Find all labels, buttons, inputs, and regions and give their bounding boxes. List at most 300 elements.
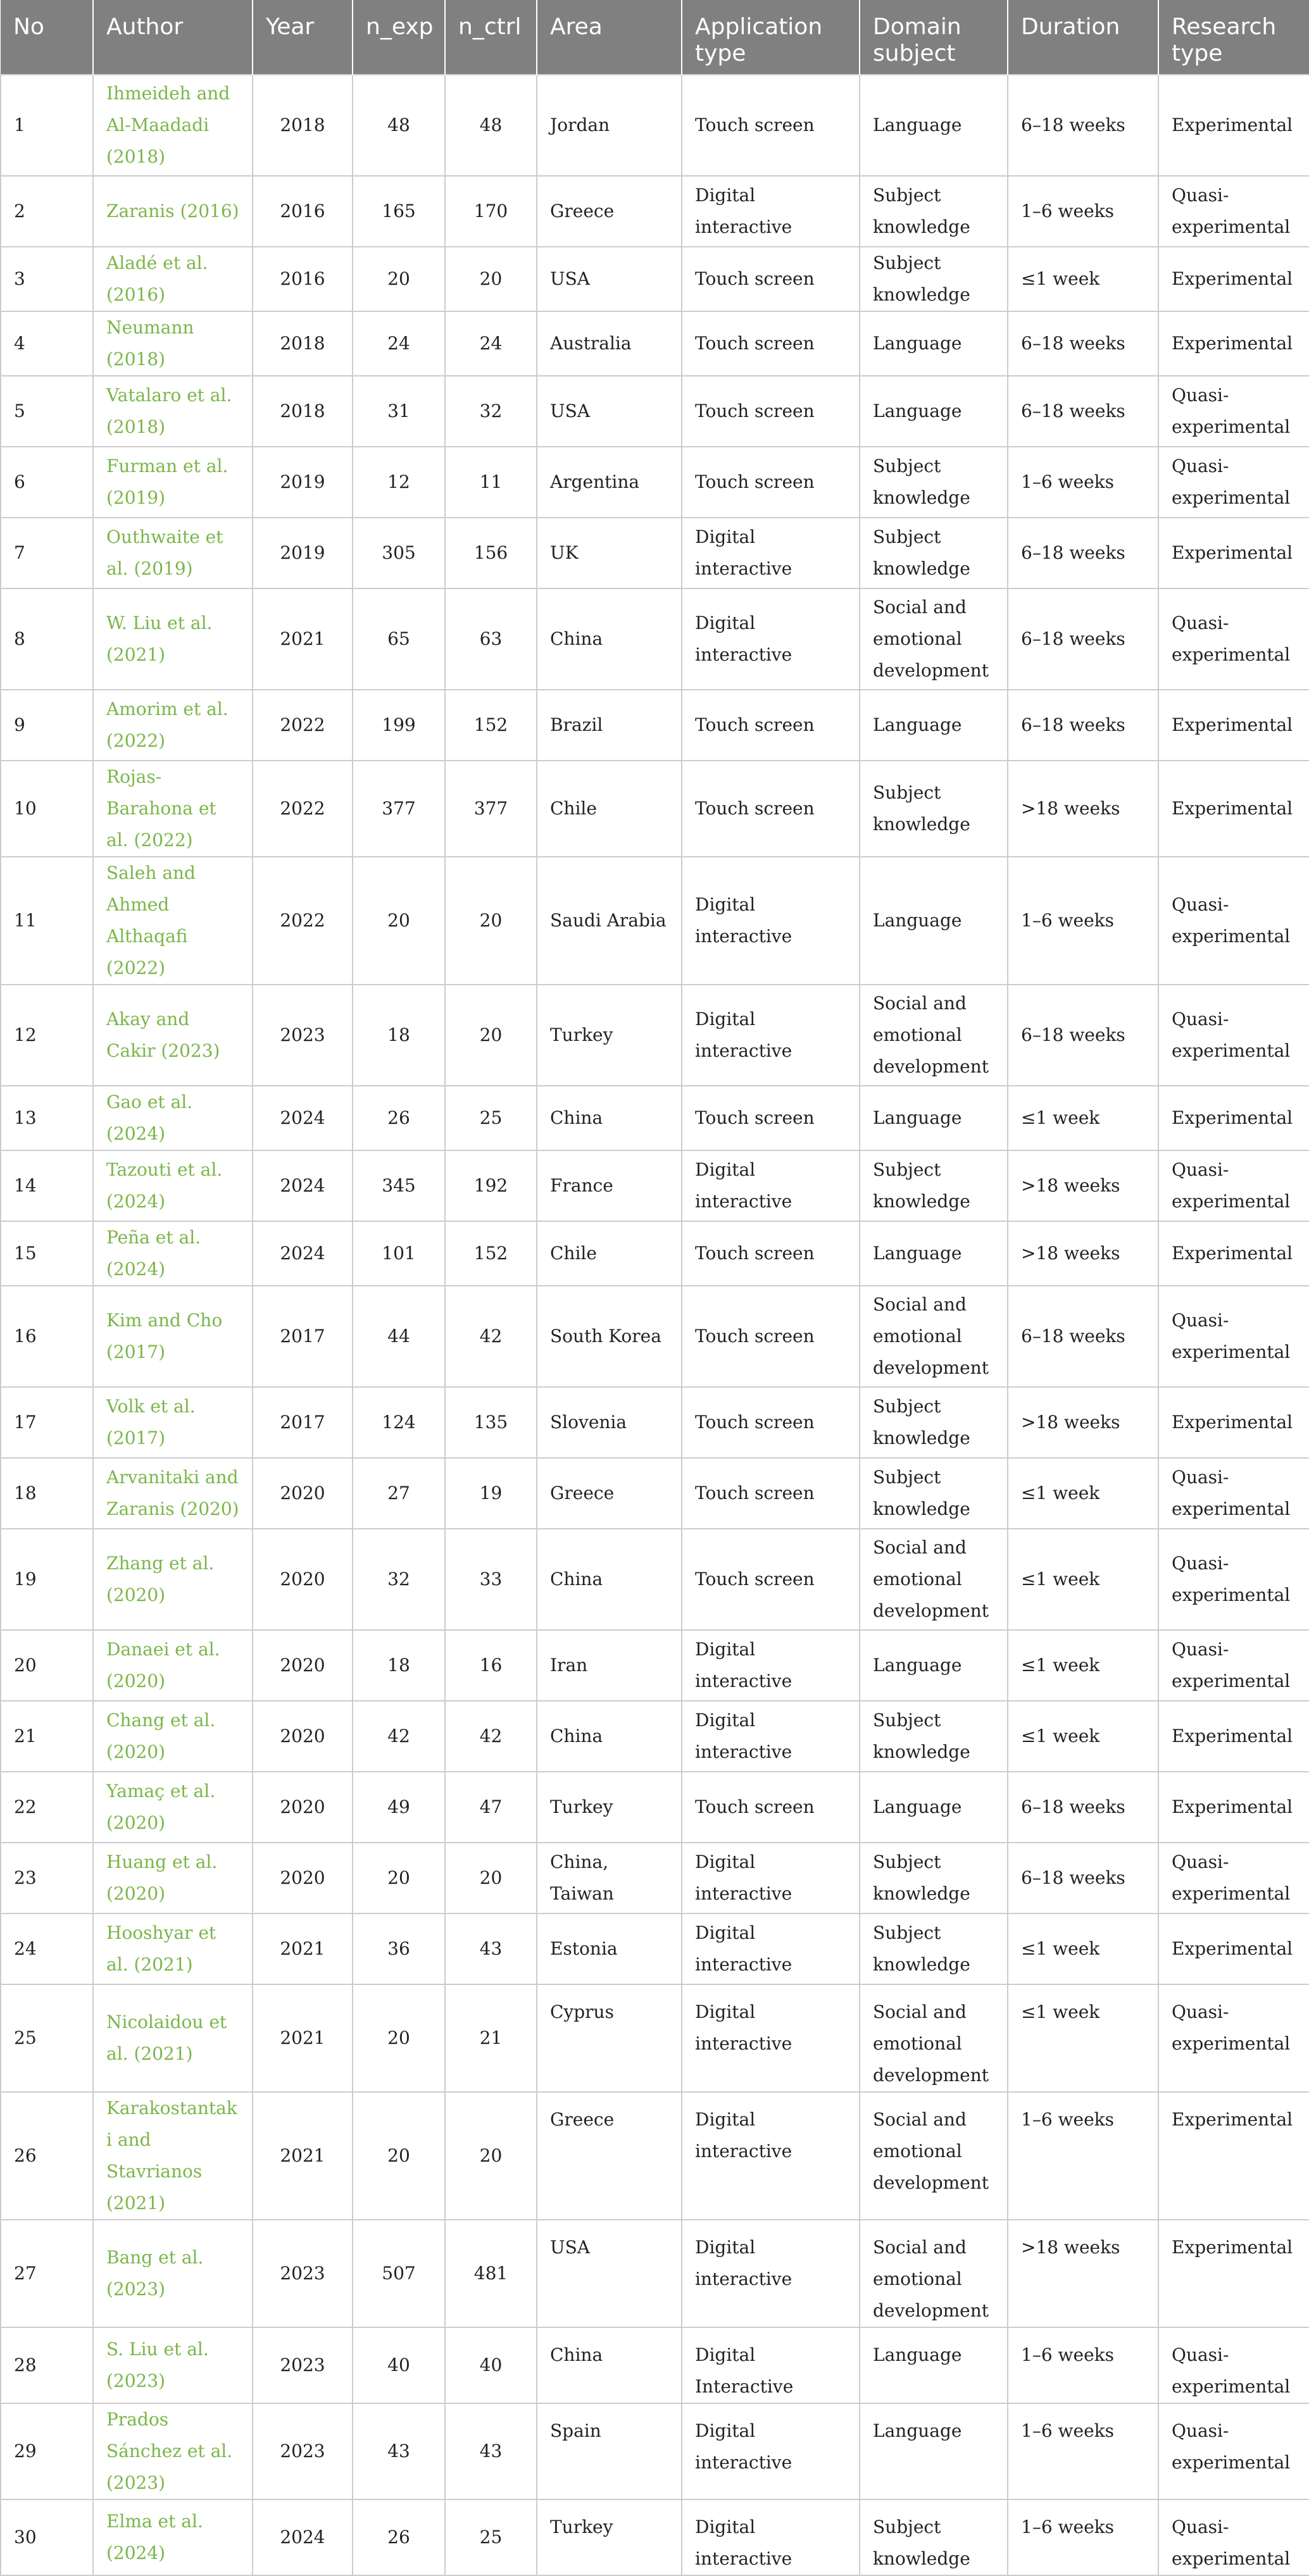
- cell-no: 19: [1, 1529, 93, 1630]
- cell-n-exp: 26: [353, 1086, 445, 1150]
- cell-year: 2016: [253, 176, 353, 247]
- cell-research-type: Experimental: [1158, 1913, 1309, 1984]
- cell-application-type: Digital interactive: [682, 2403, 860, 2499]
- cell-no: 20: [1, 1630, 93, 1701]
- cell-author: Vatalaro et al. (2018): [93, 376, 253, 447]
- cell-research-type: Quasi-experimental: [1158, 985, 1309, 1086]
- table-row: [1, 176, 1309, 247]
- cell-author: Karakostantaki and Stavrianos (2021): [93, 2092, 253, 2220]
- table-row: [1, 75, 1309, 176]
- cell-no: 17: [1, 1387, 93, 1458]
- cell-no: 3: [1, 247, 93, 311]
- cell-area: Spain: [537, 2403, 682, 2499]
- header-n-ctrl: n_ctrl: [445, 0, 537, 75]
- table-row: [1, 311, 1309, 376]
- cell-n-exp: 507: [353, 2220, 445, 2327]
- cell-research-type: Quasi-experimental: [1158, 1529, 1309, 1630]
- cell-domain-subject: Subject knowledge: [860, 518, 1008, 588]
- cell-n-exp: 65: [353, 588, 445, 690]
- cell-n-exp: 165: [353, 176, 445, 247]
- cell-year: 2023: [253, 2403, 353, 2499]
- table-row: [1, 857, 1309, 985]
- cell-duration: >18 weeks: [1008, 1150, 1158, 1221]
- cell-area: China: [537, 2327, 682, 2403]
- cell-duration: 1–6 weeks: [1008, 2499, 1158, 2575]
- header-domain-subject: Domain subject: [860, 0, 1008, 75]
- cell-area: USA: [537, 2220, 682, 2327]
- cell-research-type: Experimental: [1158, 518, 1309, 588]
- cell-application-type: Digital interactive: [682, 518, 860, 588]
- cell-n-ctrl: 16: [445, 1630, 537, 1701]
- cell-domain-subject: Social and emotional development: [860, 1984, 1008, 2092]
- cell-application-type: Touch screen: [682, 1529, 860, 1630]
- cell-area: Turkey: [537, 2499, 682, 2575]
- cell-duration: ≤1 week: [1008, 1458, 1158, 1529]
- cell-n-ctrl: 152: [445, 690, 537, 761]
- cell-n-exp: 42: [353, 1701, 445, 1772]
- cell-research-type: Quasi-experimental: [1158, 2499, 1309, 2575]
- cell-research-type: Quasi-experimental: [1158, 447, 1309, 518]
- cell-research-type: Quasi-experimental: [1158, 1843, 1309, 1913]
- table-row: [1, 376, 1309, 447]
- cell-no: 21: [1, 1701, 93, 1772]
- table-row: [1, 1458, 1309, 1529]
- cell-author: Gao et al. (2024): [93, 1086, 253, 1150]
- cell-research-type: Experimental: [1158, 1387, 1309, 1458]
- cell-domain-subject: Social and emotional development: [860, 2220, 1008, 2327]
- cell-research-type: Experimental: [1158, 1772, 1309, 1843]
- cell-n-exp: 18: [353, 985, 445, 1086]
- header-n-exp: n_exp: [353, 0, 445, 75]
- cell-application-type: Digital interactive: [682, 176, 860, 247]
- cell-n-ctrl: 20: [445, 985, 537, 1086]
- header-no: No: [1, 0, 93, 75]
- cell-domain-subject: Subject knowledge: [860, 761, 1008, 857]
- cell-duration: 6–18 weeks: [1008, 690, 1158, 761]
- cell-duration: ≤1 week: [1008, 1630, 1158, 1701]
- cell-area: Argentina: [537, 447, 682, 518]
- cell-duration: 6–18 weeks: [1008, 1843, 1158, 1913]
- cell-application-type: Touch screen: [682, 690, 860, 761]
- cell-n-exp: 124: [353, 1387, 445, 1458]
- cell-area: Estonia: [537, 1913, 682, 1984]
- cell-duration: 1–6 weeks: [1008, 2327, 1158, 2403]
- cell-domain-subject: Language: [860, 1221, 1008, 1286]
- cell-application-type: Digital interactive: [682, 588, 860, 690]
- cell-author: Neumann (2018): [93, 311, 253, 376]
- cell-year: 2018: [253, 311, 353, 376]
- cell-application-type: Digital Interactive: [682, 2327, 860, 2403]
- cell-year: 2020: [253, 1630, 353, 1701]
- cell-n-ctrl: 11: [445, 447, 537, 518]
- cell-research-type: Experimental: [1158, 690, 1309, 761]
- cell-no: 8: [1, 588, 93, 690]
- cell-duration: ≤1 week: [1008, 247, 1158, 311]
- header-area: Area: [537, 0, 682, 75]
- cell-n-exp: 36: [353, 1913, 445, 1984]
- cell-domain-subject: Subject knowledge: [860, 1387, 1008, 1458]
- cell-author: Aladé et al. (2016): [93, 247, 253, 311]
- table-row: [1, 1701, 1309, 1772]
- cell-domain-subject: Social and emotional development: [860, 588, 1008, 690]
- table-row: [1, 1630, 1309, 1701]
- table-row: [1, 1286, 1309, 1387]
- cell-author: Zaranis (2016): [93, 176, 253, 247]
- cell-n-ctrl: 20: [445, 857, 537, 985]
- table-row: [1, 2327, 1309, 2403]
- header-research-type: Research type: [1158, 0, 1309, 75]
- cell-domain-subject: Language: [860, 857, 1008, 985]
- cell-n-exp: 20: [353, 247, 445, 311]
- cell-no: 24: [1, 1913, 93, 1984]
- header-row: [1, 0, 1309, 75]
- cell-research-type: Experimental: [1158, 311, 1309, 376]
- cell-n-ctrl: 25: [445, 1086, 537, 1150]
- cell-duration: ≤1 week: [1008, 1529, 1158, 1630]
- cell-duration: 6–18 weeks: [1008, 376, 1158, 447]
- cell-n-exp: 199: [353, 690, 445, 761]
- cell-duration: 1–6 weeks: [1008, 2092, 1158, 2220]
- cell-application-type: Digital interactive: [682, 1913, 860, 1984]
- cell-domain-subject: Language: [860, 75, 1008, 176]
- cell-research-type: Experimental: [1158, 1086, 1309, 1150]
- cell-area: Greece: [537, 176, 682, 247]
- cell-n-ctrl: 481: [445, 2220, 537, 2327]
- cell-domain-subject: Subject knowledge: [860, 1701, 1008, 1772]
- table-row: [1, 1387, 1309, 1458]
- cell-no: 23: [1, 1843, 93, 1913]
- table-row: [1, 1150, 1309, 1221]
- cell-n-ctrl: 20: [445, 1843, 537, 1913]
- cell-year: 2024: [253, 1221, 353, 1286]
- table-row: [1, 761, 1309, 857]
- cell-year: 2024: [253, 2499, 353, 2575]
- cell-n-ctrl: 48: [445, 75, 537, 176]
- cell-research-type: Quasi-experimental: [1158, 1630, 1309, 1701]
- cell-n-exp: 12: [353, 447, 445, 518]
- cell-domain-subject: Social and emotional development: [860, 1529, 1008, 1630]
- table-row: [1, 588, 1309, 690]
- cell-n-ctrl: 377: [445, 761, 537, 857]
- cell-year: 2019: [253, 518, 353, 588]
- table-row: [1, 447, 1309, 518]
- cell-author: Rojas-Barahona et al. (2022): [93, 761, 253, 857]
- cell-year: 2021: [253, 588, 353, 690]
- header-author: Author: [93, 0, 253, 75]
- cell-duration: 6–18 weeks: [1008, 311, 1158, 376]
- cell-no: 16: [1, 1286, 93, 1387]
- cell-duration: 1–6 weeks: [1008, 176, 1158, 247]
- cell-research-type: Quasi-experimental: [1158, 2327, 1309, 2403]
- cell-author: Peña et al. (2024): [93, 1221, 253, 1286]
- cell-research-type: Experimental: [1158, 247, 1309, 311]
- cell-domain-subject: Subject knowledge: [860, 1458, 1008, 1529]
- cell-application-type: Digital interactive: [682, 1701, 860, 1772]
- cell-no: 14: [1, 1150, 93, 1221]
- cell-duration: ≤1 week: [1008, 1086, 1158, 1150]
- cell-no: 9: [1, 690, 93, 761]
- cell-year: 2023: [253, 2220, 353, 2327]
- cell-domain-subject: Language: [860, 376, 1008, 447]
- cell-application-type: Touch screen: [682, 1387, 860, 1458]
- cell-author: Danaei et al. (2020): [93, 1630, 253, 1701]
- table-row: [1, 1221, 1309, 1286]
- cell-area: China: [537, 1529, 682, 1630]
- table-row: [1, 1843, 1309, 1913]
- cell-n-ctrl: 32: [445, 376, 537, 447]
- cell-domain-subject: Subject knowledge: [860, 1843, 1008, 1913]
- cell-n-exp: 20: [353, 857, 445, 985]
- cell-application-type: Digital interactive: [682, 857, 860, 985]
- cell-no: 12: [1, 985, 93, 1086]
- cell-application-type: Touch screen: [682, 447, 860, 518]
- cell-domain-subject: Subject knowledge: [860, 1150, 1008, 1221]
- cell-year: 2024: [253, 1150, 353, 1221]
- cell-author: Nicolaidou et al. (2021): [93, 1984, 253, 2092]
- cell-n-exp: 48: [353, 75, 445, 176]
- cell-area: Greece: [537, 2092, 682, 2220]
- cell-n-ctrl: 24: [445, 311, 537, 376]
- cell-author: W. Liu et al. (2021): [93, 588, 253, 690]
- cell-n-ctrl: 152: [445, 1221, 537, 1286]
- cell-duration: 1–6 weeks: [1008, 447, 1158, 518]
- cell-author: Saleh and Ahmed Althaqafi (2022): [93, 857, 253, 985]
- cell-area: Cyprus: [537, 1984, 682, 2092]
- cell-author: S. Liu et al. (2023): [93, 2327, 253, 2403]
- cell-area: USA: [537, 247, 682, 311]
- cell-no: 26: [1, 2092, 93, 2220]
- cell-author: Kim and Cho (2017): [93, 1286, 253, 1387]
- cell-application-type: Digital interactive: [682, 1630, 860, 1701]
- cell-area: Chile: [537, 1221, 682, 1286]
- cell-author: Amorim et al. (2022): [93, 690, 253, 761]
- cell-domain-subject: Language: [860, 2403, 1008, 2499]
- cell-author: Bang et al. (2023): [93, 2220, 253, 2327]
- cell-area: Australia: [537, 311, 682, 376]
- cell-domain-subject: Language: [860, 2327, 1008, 2403]
- cell-year: 2021: [253, 1984, 353, 2092]
- cell-author: Hooshyar et al. (2021): [93, 1913, 253, 1984]
- table-row: [1, 2220, 1309, 2327]
- cell-n-ctrl: 19: [445, 1458, 537, 1529]
- cell-author: Chang et al. (2020): [93, 1701, 253, 1772]
- cell-no: 6: [1, 447, 93, 518]
- cell-research-type: Quasi-experimental: [1158, 1286, 1309, 1387]
- cell-area: Jordan: [537, 75, 682, 176]
- cell-no: 10: [1, 761, 93, 857]
- cell-n-exp: 20: [353, 1843, 445, 1913]
- cell-research-type: Quasi-experimental: [1158, 588, 1309, 690]
- cell-n-exp: 377: [353, 761, 445, 857]
- cell-application-type: Touch screen: [682, 1458, 860, 1529]
- table-row: [1, 1529, 1309, 1630]
- cell-duration: ≤1 week: [1008, 1913, 1158, 1984]
- cell-n-exp: 43: [353, 2403, 445, 2499]
- cell-area: China, Taiwan: [537, 1843, 682, 1913]
- cell-domain-subject: Social and emotional development: [860, 1286, 1008, 1387]
- cell-area: France: [537, 1150, 682, 1221]
- cell-author: Outhwaite et al. (2019): [93, 518, 253, 588]
- cell-n-ctrl: 42: [445, 1701, 537, 1772]
- table-row: [1, 2092, 1309, 2220]
- cell-year: 2018: [253, 75, 353, 176]
- cell-no: 13: [1, 1086, 93, 1150]
- table-row: [1, 1772, 1309, 1843]
- cell-no: 1: [1, 75, 93, 176]
- cell-n-exp: 18: [353, 1630, 445, 1701]
- cell-area: China: [537, 1701, 682, 1772]
- table-row: [1, 247, 1309, 311]
- table-row: [1, 1984, 1309, 2092]
- cell-application-type: Digital interactive: [682, 2220, 860, 2327]
- cell-research-type: Experimental: [1158, 2220, 1309, 2327]
- cell-area: China: [537, 1086, 682, 1150]
- cell-area: South Korea: [537, 1286, 682, 1387]
- cell-research-type: Experimental: [1158, 761, 1309, 857]
- cell-duration: 6–18 weeks: [1008, 1772, 1158, 1843]
- cell-domain-subject: Social and emotional development: [860, 2092, 1008, 2220]
- cell-domain-subject: Language: [860, 690, 1008, 761]
- cell-duration: 6–18 weeks: [1008, 518, 1158, 588]
- cell-duration: >18 weeks: [1008, 761, 1158, 857]
- cell-application-type: Touch screen: [682, 376, 860, 447]
- cell-area: Iran: [537, 1630, 682, 1701]
- cell-year: 2019: [253, 447, 353, 518]
- cell-area: Turkey: [537, 985, 682, 1086]
- cell-n-exp: 26: [353, 2499, 445, 2575]
- cell-author: Elma et al. (2024): [93, 2499, 253, 2575]
- cell-year: 2020: [253, 1701, 353, 1772]
- cell-area: Brazil: [537, 690, 682, 761]
- cell-research-type: Quasi-experimental: [1158, 176, 1309, 247]
- table-row: [1, 518, 1309, 588]
- cell-n-ctrl: 40: [445, 2327, 537, 2403]
- cell-n-ctrl: 170: [445, 176, 537, 247]
- cell-research-type: Experimental: [1158, 75, 1309, 176]
- cell-duration: ≤1 week: [1008, 1984, 1158, 2092]
- cell-application-type: Digital interactive: [682, 1150, 860, 1221]
- cell-author: Arvanitaki and Zaranis (2020): [93, 1458, 253, 1529]
- cell-no: 2: [1, 176, 93, 247]
- cell-application-type: Touch screen: [682, 1286, 860, 1387]
- cell-application-type: Digital interactive: [682, 2499, 860, 2575]
- cell-n-exp: 20: [353, 2092, 445, 2220]
- cell-application-type: Touch screen: [682, 1221, 860, 1286]
- cell-area: Greece: [537, 1458, 682, 1529]
- cell-year: 2020: [253, 1772, 353, 1843]
- cell-no: 7: [1, 518, 93, 588]
- cell-year: 2020: [253, 1458, 353, 1529]
- cell-n-ctrl: 156: [445, 518, 537, 588]
- cell-domain-subject: Subject knowledge: [860, 176, 1008, 247]
- cell-n-exp: 31: [353, 376, 445, 447]
- cell-area: USA: [537, 376, 682, 447]
- cell-duration: 6–18 weeks: [1008, 1286, 1158, 1387]
- cell-n-ctrl: 20: [445, 247, 537, 311]
- cell-application-type: Touch screen: [682, 1086, 860, 1150]
- cell-duration: 6–18 weeks: [1008, 588, 1158, 690]
- cell-year: 2021: [253, 1913, 353, 1984]
- cell-n-ctrl: 43: [445, 1913, 537, 1984]
- cell-domain-subject: Language: [860, 1772, 1008, 1843]
- cell-no: 18: [1, 1458, 93, 1529]
- cell-area: Slovenia: [537, 1387, 682, 1458]
- cell-year: 2020: [253, 1843, 353, 1913]
- cell-n-ctrl: 21: [445, 1984, 537, 2092]
- cell-n-ctrl: 43: [445, 2403, 537, 2499]
- cell-year: 2016: [253, 247, 353, 311]
- cell-year: 2023: [253, 985, 353, 1086]
- cell-area: Turkey: [537, 1772, 682, 1843]
- table-row: [1, 985, 1309, 1086]
- cell-domain-subject: Language: [860, 1086, 1008, 1150]
- cell-domain-subject: Social and emotional development: [860, 985, 1008, 1086]
- cell-year: 2024: [253, 1086, 353, 1150]
- cell-year: 2020: [253, 1529, 353, 1630]
- cell-n-exp: 101: [353, 1221, 445, 1286]
- cell-author: Akay and Cakir (2023): [93, 985, 253, 1086]
- cell-duration: >18 weeks: [1008, 1387, 1158, 1458]
- header-year: Year: [253, 0, 353, 75]
- cell-author: Yamaç et al. (2020): [93, 1772, 253, 1843]
- cell-research-type: Experimental: [1158, 1221, 1309, 1286]
- cell-n-exp: 32: [353, 1529, 445, 1630]
- cell-research-type: Experimental: [1158, 1701, 1309, 1772]
- cell-no: 29: [1, 2403, 93, 2499]
- cell-n-ctrl: 47: [445, 1772, 537, 1843]
- cell-duration: 6–18 weeks: [1008, 75, 1158, 176]
- cell-no: 4: [1, 311, 93, 376]
- cell-author: Zhang et al. (2020): [93, 1529, 253, 1630]
- cell-author: Prados Sánchez et al. (2023): [93, 2403, 253, 2499]
- cell-n-ctrl: 135: [445, 1387, 537, 1458]
- cell-author: Volk et al. (2017): [93, 1387, 253, 1458]
- cell-research-type: Quasi-experimental: [1158, 1984, 1309, 2092]
- cell-n-exp: 345: [353, 1150, 445, 1221]
- table-row: [1, 1913, 1309, 1984]
- cell-research-type: Quasi-experimental: [1158, 857, 1309, 985]
- cell-year: 2023: [253, 2327, 353, 2403]
- cell-domain-subject: Language: [860, 1630, 1008, 1701]
- cell-duration: ≤1 week: [1008, 1701, 1158, 1772]
- cell-n-exp: 24: [353, 311, 445, 376]
- cell-research-type: Quasi-experimental: [1158, 1458, 1309, 1529]
- cell-author: Huang et al. (2020): [93, 1843, 253, 1913]
- cell-author: Furman et al. (2019): [93, 447, 253, 518]
- cell-area: China: [537, 588, 682, 690]
- cell-n-exp: 305: [353, 518, 445, 588]
- cell-n-exp: 27: [353, 1458, 445, 1529]
- cell-application-type: Touch screen: [682, 247, 860, 311]
- cell-no: 25: [1, 1984, 93, 2092]
- cell-application-type: Digital interactive: [682, 985, 860, 1086]
- cell-duration: 1–6 weeks: [1008, 857, 1158, 985]
- cell-research-type: Quasi-experimental: [1158, 376, 1309, 447]
- cell-duration: >18 weeks: [1008, 2220, 1158, 2327]
- table-row: [1, 690, 1309, 761]
- header-duration: Duration: [1008, 0, 1158, 75]
- cell-application-type: Touch screen: [682, 311, 860, 376]
- cell-application-type: Digital interactive: [682, 1984, 860, 2092]
- cell-no: 22: [1, 1772, 93, 1843]
- cell-year: 2022: [253, 857, 353, 985]
- cell-year: 2017: [253, 1387, 353, 1458]
- cell-n-exp: 49: [353, 1772, 445, 1843]
- cell-duration: 6–18 weeks: [1008, 985, 1158, 1086]
- cell-n-exp: 20: [353, 1984, 445, 2092]
- cell-application-type: Touch screen: [682, 75, 860, 176]
- cell-n-exp: 40: [353, 2327, 445, 2403]
